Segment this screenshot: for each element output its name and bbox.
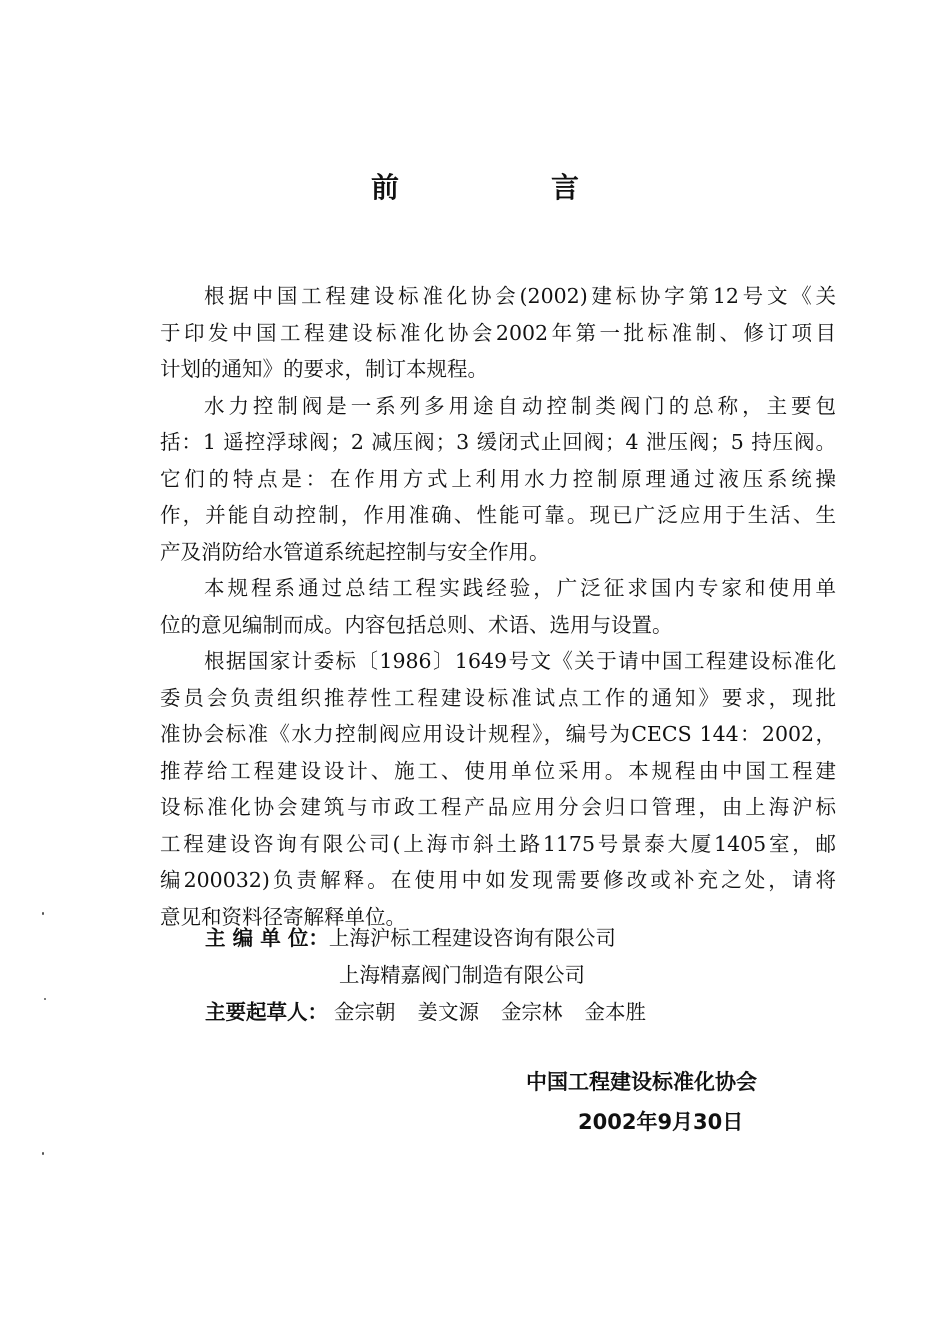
text-line: 产及消防给水管道系统起控制与安全作用。: [160, 539, 550, 564]
paragraph-4: [160, 643, 836, 935]
chief-editor-row: [205, 920, 646, 957]
text-line: 计划的通知》的要求，制订本规程。: [160, 357, 488, 381]
text-line: 水力控制阀是一系列多用途自动控制类阀门的总称，主要包: [204, 393, 836, 418]
text-line: 准协会标准《水力控制阀应用设计规程》，编号为CECS 144：2002，: [160, 722, 836, 746]
drafters-label: 主要起草人：: [205, 1000, 328, 1024]
text-line: 位的意见编制而成。内容包括总则、术语、选用与设置。: [160, 612, 673, 637]
text-line: 推荐给工程建设设计、施工、使用单位采用。本规程由中国工程建: [160, 758, 836, 783]
drafter-name: 金宗林: [501, 1000, 563, 1024]
text-line: 本规程系通过总结工程实践经验，广泛征求国内专家和使用单: [204, 576, 836, 600]
preface-body: [160, 278, 836, 935]
text-line: 工程建设咨询有限公司(上海市斜土路1175号景泰大厦1405室，邮: [160, 831, 836, 856]
paragraph-3: [160, 570, 836, 643]
page-title: 前 言: [370, 171, 641, 204]
text-line: 根据中国工程建设标准化协会(2002)建标协字第12号文《关: [204, 284, 836, 308]
signature-date: 2002年9月30日: [578, 1110, 744, 1134]
drafter-name: 金本胜: [584, 1000, 646, 1024]
signature-organization: 中国工程建设标准化协会: [526, 1070, 757, 1094]
credits-block: [205, 920, 646, 1031]
paragraph-1: [160, 278, 836, 388]
drafter-name: 金宗朝: [334, 1000, 396, 1024]
chief-editor-row-2: [205, 957, 646, 994]
text-line: 括：1 遥控浮球阀；2 减压阀；3 缓闭式止回阀；4 泄压阀；5 持压阀。: [160, 430, 836, 454]
scan-speck: [42, 1152, 44, 1155]
scan-speck: [42, 912, 44, 915]
text-line: 意见和资料径寄解释单位。: [160, 904, 406, 929]
text-line: 于印发中国工程建设标准化协会2002年第一批标准制、修订项目: [160, 320, 836, 345]
drafter-name: 姜文源: [417, 1000, 479, 1024]
drafters-row: [205, 994, 646, 1031]
text-line: 设标准化协会建筑与市政工程产品应用分会归口管理，由上海沪标: [160, 795, 836, 819]
text-line: 作，并能自动控制，作用准确、性能可靠。现已广泛应用于生活、生: [160, 503, 836, 527]
paragraph-2: [160, 388, 836, 571]
chief-editor-1: 上海沪标工程建设咨询有限公司: [328, 926, 616, 950]
text-line: 编200032)负责解释。在使用中如发现需要修改或补充之处，请将: [160, 868, 836, 892]
signature-block: [526, 1062, 757, 1142]
chief-editor-label: 主 编 单 位：: [205, 926, 329, 950]
scan-speck: [44, 998, 46, 1000]
chief-editor-2: 上海精嘉阀门制造有限公司: [339, 963, 585, 987]
text-line: 根据国家计委标〔1986〕1649号文《关于请中国工程建设标准化: [204, 649, 836, 673]
text-line: 委员会负责组织推荐性工程建设标准试点工作的通知》要求，现批: [160, 685, 836, 710]
text-line: 它们的特点是：在作用方式上利用水力控制原理通过液压系统操: [160, 466, 836, 491]
